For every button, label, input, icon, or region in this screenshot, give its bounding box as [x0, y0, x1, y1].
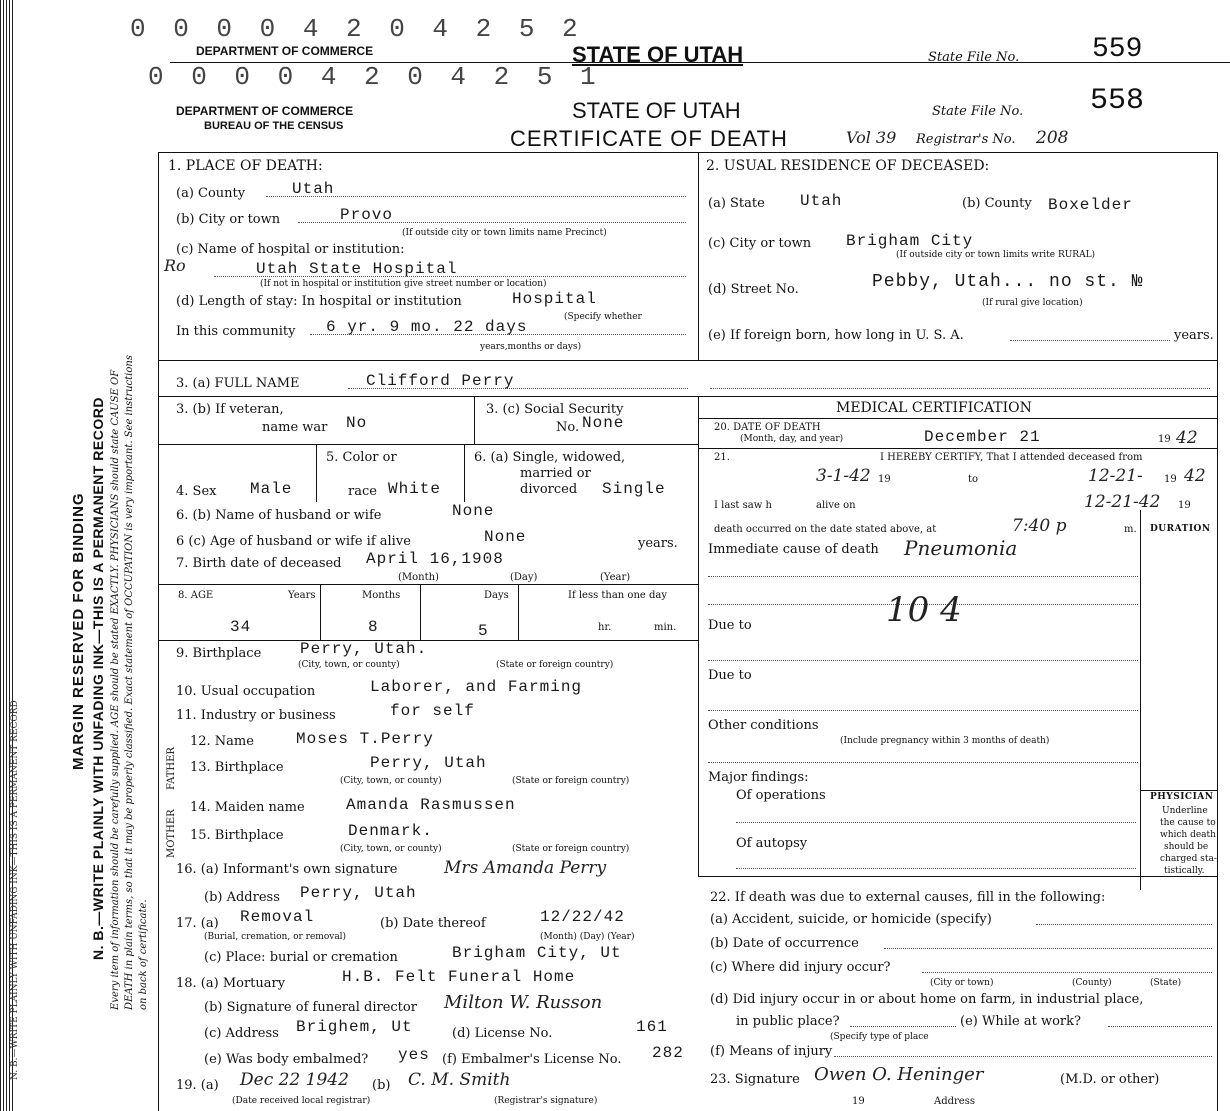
received-date[interactable]: Dec 22 1942: [240, 1070, 349, 1090]
months-label: Months: [362, 590, 401, 601]
res-county-value[interactable]: Boxelder: [1048, 196, 1133, 214]
city-value[interactable]: Provo: [340, 206, 394, 224]
res-street-label: (d) Street No.: [708, 282, 799, 297]
res-county-label: (b) County: [962, 196, 1032, 211]
res-city-value[interactable]: Brigham City: [846, 232, 974, 250]
age-months-value[interactable]: 8: [368, 618, 379, 636]
ext-top-line: [698, 876, 1218, 877]
last-saw-label: I last saw h: [714, 500, 772, 511]
vet-value[interactable]: No: [346, 414, 368, 432]
res-street-note: (If rural give location): [982, 298, 1083, 308]
mother-bp-value[interactable]: Denmark.: [348, 822, 433, 840]
stay-note: (Specify whether: [564, 312, 642, 322]
date-thereof-label: (b) Date thereof: [380, 916, 486, 931]
informant-label: 16. (a) Informant's own signature: [176, 862, 398, 877]
community-note: years,months or days): [480, 342, 582, 352]
registrar-sig-label: (b): [372, 1078, 391, 1093]
row-line-2: [158, 396, 698, 397]
binding-margin-label: MARGIN RESERVED FOR BINDING: [70, 492, 87, 770]
industry-value[interactable]: for self: [390, 702, 475, 720]
res-foreign-suffix: years.: [1174, 328, 1214, 343]
registrar-sig-note: (Registrar's signature): [494, 1096, 598, 1106]
mortuary-label: 18. (a) Mortuary: [176, 976, 286, 991]
birthplace-label: 9. Birthplace: [176, 646, 262, 661]
duration-column-line: [1140, 510, 1141, 890]
res-state-label: (a) State: [708, 196, 765, 211]
external-f-label: (f) Means of injury: [710, 1044, 833, 1059]
attended-to[interactable]: 12-21-: [1088, 466, 1143, 486]
mort-address-value[interactable]: Brighem, Ut: [296, 1018, 413, 1036]
years-label: Years: [288, 590, 316, 601]
external-f-line: [834, 1056, 1212, 1057]
name-line-right: [710, 388, 1210, 389]
community-label: In this community: [176, 324, 296, 339]
father-side-label: FATHER: [166, 747, 177, 790]
spouse-label: 6. (b) Name of husband or wife: [176, 508, 382, 523]
age-divider-2: [420, 584, 421, 640]
birth-year-note: (Year): [600, 572, 631, 583]
dod-label-2: (Month, day, and year): [740, 434, 844, 444]
dod-label-1: 20. DATE OF DEATH: [714, 422, 821, 433]
vol-number: Vol 39: [846, 128, 897, 147]
external-c-note-1: (City or town): [930, 978, 994, 988]
date-thereof-value[interactable]: 12/22/42: [540, 908, 625, 926]
embalmed-value[interactable]: yes: [398, 1046, 430, 1064]
edge-nb-text: N. B.—WRITE PLAINLY WITH UNFADING INK—THIS IS A PERMANENT RECORD: [10, 700, 20, 1080]
name-value[interactable]: Clifford Perry: [366, 372, 515, 390]
row-line-3: [158, 444, 698, 445]
single-label-2: married or: [520, 466, 591, 481]
external-d-line: [850, 1026, 956, 1027]
mort-address-label: (c) Address: [204, 1026, 279, 1041]
certify-label: 21.: [714, 452, 730, 463]
burial-note: (Burial, cremation, or removal): [204, 932, 347, 942]
ss-label-2: No.: [556, 420, 580, 435]
cause-line-3: [708, 660, 1138, 661]
operations-label: Of operations: [736, 788, 826, 803]
res-state-value[interactable]: Utah: [800, 192, 843, 210]
embalmer-license-label: (f) Embalmer's License No.: [442, 1052, 622, 1067]
dept: DEPARTMENT OF COMMERCE: [176, 104, 354, 118]
nb-instruction: N. B.—WRITE PLAINLY WITH UNFADING INK—THIS IS A PERMANENT RECORD: [90, 397, 106, 960]
funeral-director-signature[interactable]: Milton W. Russon: [444, 992, 603, 1013]
signature-address-label: Address: [934, 1096, 975, 1107]
last-saw-value[interactable]: 12-21-42: [1084, 492, 1161, 512]
county-label: (a) County: [176, 186, 246, 201]
occupation-value[interactable]: Laborer, and Farming: [370, 678, 583, 696]
birth-label: 7. Birth date of deceased: [176, 556, 342, 571]
phys-note-6: tistically.: [1164, 866, 1205, 876]
cause-line-7: [736, 868, 1136, 869]
city-label: (b) City or town: [176, 212, 281, 227]
age-years-value[interactable]: 34: [230, 618, 252, 636]
mid-divider: [698, 396, 699, 876]
birth-value[interactable]: April 16,1908: [366, 550, 504, 568]
res-city-note: (If outside city or town limits write RURAL): [896, 250, 1096, 260]
physician-label: PHYSICIAN: [1150, 792, 1214, 802]
residence-heading: 2. USUAL RESIDENCE OF DECEASED:: [706, 158, 990, 174]
birthplace-note-2: (State or foreign country): [496, 660, 614, 670]
single-value[interactable]: Single: [602, 480, 666, 498]
mother-name-value[interactable]: Amanda Rasmussen: [346, 796, 516, 814]
margin-mark: Ro: [164, 256, 186, 275]
phys-top-line: [1140, 790, 1218, 791]
from-19: 19: [878, 474, 891, 485]
address-label: (b) Address: [204, 890, 280, 905]
res-street-value[interactable]: Pebby, Utah... no st. №: [872, 272, 1144, 292]
lessday-label: If less than one day: [568, 590, 667, 601]
burial-label: 17. (a): [176, 916, 219, 931]
external-c-note-3: (State): [1150, 978, 1182, 988]
occurred-label: death occurred on the date stated above, at: [714, 524, 937, 535]
major-findings-label: Major findings:: [708, 770, 809, 785]
phys-note-2: the cause to: [1160, 818, 1216, 828]
due-to-1-label: Due to: [708, 618, 752, 633]
color-divider-2: [464, 444, 465, 502]
cause-line-6: [736, 822, 1136, 823]
hospital-note: (If not in hospital or institution give street number or location): [260, 279, 547, 289]
color-divider-1: [316, 444, 317, 502]
hospital-label: (c) Name of hospital or institution:: [176, 242, 405, 257]
color-label-1: 5. Color or: [326, 450, 397, 465]
registrar-label: Registrar's No.: [916, 132, 1016, 147]
place-heading: 1. PLACE OF DEATH:: [168, 158, 323, 174]
signature-label: 23. Signature: [710, 1072, 800, 1087]
mother-bp-note-2: (State or foreign country): [512, 844, 630, 854]
mother-bp-note-1: (City, town, or county): [340, 844, 442, 854]
top-divider: [698, 152, 699, 360]
cert-title: CERTIFICATE OF DEATH: [510, 126, 788, 151]
physician-signature[interactable]: Owen O. Heninger: [814, 1064, 984, 1085]
stay-label: (d) Length of stay: In hospital or institution: [176, 294, 462, 309]
bureau: BUREAU OF THE CENSUS: [204, 120, 344, 132]
external-d-note: (Specify type of place: [830, 1032, 929, 1042]
hospital-value[interactable]: Utah State Hospital: [256, 260, 458, 278]
spouse-age-label: 6 (c) Age of husband or wife if alive: [176, 534, 411, 549]
burial-place-label: (c) Place: burial or cremation: [204, 950, 398, 965]
phys-note-4: should be: [1164, 842, 1209, 852]
sex-value[interactable]: Male: [250, 480, 293, 498]
days-label: Days: [484, 590, 509, 601]
medical-heading: MEDICAL CERTIFICATION: [836, 400, 1032, 416]
mother-side-label: MOTHER: [166, 809, 177, 858]
cause-line-4: [708, 710, 1138, 711]
address-value[interactable]: Perry, Utah: [300, 884, 417, 902]
file-label: State File No.: [932, 104, 1024, 119]
back-file-label: State File No.: [928, 50, 1020, 65]
last-saw-mid: alive on: [816, 500, 856, 511]
external-heading: 22. If death was due to external causes, fill in the following:: [710, 890, 1106, 905]
duration-label: DURATION: [1150, 524, 1211, 534]
external-b-label: (b) Date of occurrence: [710, 936, 859, 951]
to-label: to: [968, 474, 979, 485]
informant-signature[interactable]: Mrs Amanda Perry: [444, 858, 607, 878]
phys-note-5: charged sta-: [1160, 854, 1217, 864]
due-to-1-value[interactable]: 10 4: [886, 590, 962, 630]
dod-value[interactable]: December 21: [924, 428, 1041, 446]
birth-month-note: (Month): [398, 572, 439, 583]
hr-label: hr.: [598, 622, 612, 633]
death-time-m: m.: [1124, 524, 1137, 535]
to-year[interactable]: 42: [1184, 466, 1206, 486]
county-value[interactable]: Utah: [292, 180, 335, 198]
mortuary-value[interactable]: H.B. Felt Funeral Home: [342, 968, 576, 986]
burial-value[interactable]: Removal: [240, 908, 315, 926]
single-label-3: divorced: [520, 482, 578, 497]
birthplace-note-1: (City, town, or county): [298, 660, 400, 670]
father-name-value[interactable]: Moses T.Perry: [296, 730, 434, 748]
embalmed-label: (e) Was body embalmed?: [204, 1052, 369, 1067]
external-b-line: [884, 948, 1212, 949]
registrar-no: 208: [1036, 128, 1069, 148]
license-label: (d) License No.: [452, 1026, 553, 1041]
mother-name-label: 14. Maiden name: [190, 800, 305, 815]
attended-from[interactable]: 3-1-42: [816, 466, 871, 486]
external-d-label-2: in public place?: [736, 1014, 840, 1029]
autopsy-label: Of autopsy: [736, 836, 808, 851]
city-note: (If outside city or town limits name Precinct): [402, 228, 607, 238]
external-d-label: (d) Did injury occur in or about home on farm, in industrial place,: [710, 992, 1144, 1007]
external-e-line: [1108, 1026, 1212, 1027]
ss-value[interactable]: None: [582, 414, 625, 432]
embalmer-license-value[interactable]: 282: [652, 1044, 684, 1062]
received-label: 19. (a): [176, 1078, 219, 1093]
front-serial: 0 0 0 0 4 2 0 4 2 5 1: [148, 62, 602, 92]
phys-note-3: which death: [1160, 830, 1216, 840]
signature-19: 19: [852, 1096, 865, 1107]
vet-label-2: name war: [262, 420, 328, 435]
certify-text: I HEREBY CERTIFY, That I attended deceased from: [880, 452, 1143, 463]
age-label: 8. AGE: [178, 590, 214, 601]
father-bp-label: 13. Birthplace: [190, 760, 284, 775]
external-a-label: (a) Accident, suicide, or homicide (specify): [710, 912, 992, 927]
single-label-1: 6. (a) Single, widowed,: [474, 450, 626, 465]
last-19: 19: [1178, 500, 1191, 511]
industry-label: 11. Industry or business: [176, 708, 336, 723]
external-c-label: (c) Where did injury occur?: [710, 960, 891, 975]
color-value[interactable]: White: [388, 480, 442, 498]
father-bp-value[interactable]: Perry, Utah: [370, 754, 487, 772]
mother-bp-label: 15. Birthplace: [190, 828, 284, 843]
other-conditions-label: Other conditions: [708, 718, 819, 733]
immediate-cause-label: Immediate cause of death: [708, 542, 879, 557]
dod-year-prefix: 19: [1158, 434, 1171, 445]
external-c-note-2: (County): [1072, 978, 1112, 988]
med-top-line: [698, 396, 1218, 397]
external-c-line: [922, 972, 1212, 973]
registrar-signature[interactable]: C. M. Smith: [408, 1070, 511, 1090]
ss-label-1: 3. (c) Social Security: [486, 402, 624, 417]
other-conditions-note: (Include pregnancy within 3 months of death): [840, 736, 1050, 746]
row-line-1: [158, 360, 1218, 361]
file-no: 558: [1090, 84, 1145, 118]
res-foreign-line: [1010, 340, 1170, 341]
funeral-director-label: (b) Signature of funeral director: [204, 1000, 417, 1015]
state-title: STATE OF UTAH: [572, 98, 741, 123]
age-days-value[interactable]: 5: [478, 622, 489, 640]
external-e-label: (e) While at work?: [960, 1014, 1081, 1029]
death-time[interactable]: 7:40 p: [1012, 516, 1067, 536]
stay-value[interactable]: Hospital: [512, 290, 597, 308]
cause-line-5: [708, 762, 1138, 763]
birth-day-note: (Day): [510, 572, 538, 583]
license-value[interactable]: 161: [636, 1018, 668, 1036]
father-name-label: 12. Name: [190, 734, 254, 749]
margin-instruction-3: on back of certificate.: [138, 899, 149, 1010]
signature-suffix: (M.D. or other): [1060, 1072, 1160, 1087]
name-label: 3. (a) FULL NAME: [176, 376, 300, 391]
received-note: (Date received local registrar): [232, 1096, 371, 1106]
vet-divider: [474, 396, 475, 444]
age-divider-1: [320, 584, 321, 640]
res-foreign-label: (e) If foreign born, how long in U. S. A.: [708, 328, 964, 343]
external-a-line: [1036, 924, 1212, 925]
cause-line-1: [708, 576, 1138, 577]
med-20-line: [698, 448, 1218, 449]
min-label: min.: [654, 622, 677, 633]
spouse-value[interactable]: None: [452, 502, 495, 520]
back-serial: 0 0 0 0 4 2 0 4 2 5 2: [130, 14, 584, 44]
row-line-5: [158, 640, 698, 641]
to-19: 19: [1164, 474, 1177, 485]
occupation-label: 10. Usual occupation: [176, 684, 316, 699]
immediate-cause-value[interactable]: Pneumonia: [904, 536, 1018, 560]
vet-label-1: 3. (b) If veteran,: [176, 402, 284, 417]
med-head-line: [698, 418, 1218, 419]
date-thereof-note: (Month) (Day) (Year): [540, 932, 635, 942]
burial-place-value[interactable]: Brigham City, Ut: [452, 944, 622, 962]
margin-instruction-2: DEATH in plain terms, so that it may be properly classified. Exact statement of OCCUPATION is very important. See instructions: [124, 355, 135, 1010]
birthplace-value[interactable]: Perry, Utah.: [300, 640, 428, 658]
spouse-age-suffix: years.: [638, 536, 678, 551]
res-city-label: (c) City or town: [708, 236, 812, 251]
sex-label: 4. Sex: [176, 484, 217, 499]
back-file-no: 559: [1092, 34, 1143, 65]
phys-note-1: Underline: [1162, 806, 1208, 816]
father-bp-note-1: (City, town, or county): [340, 776, 442, 786]
spouse-age-value[interactable]: None: [484, 528, 527, 546]
community-value[interactable]: 6 yr. 9 mo. 22 days: [326, 318, 528, 336]
dod-year[interactable]: 42: [1176, 428, 1198, 448]
father-bp-note-2: (State or foreign country): [512, 776, 630, 786]
margin-instruction-1: Every item of information should be carefully supplied. AGE should be stated EXACTLY. PHYSICIANS should state CAUSE OF: [110, 369, 121, 1010]
age-divider-3: [518, 584, 519, 640]
row-line-4: [158, 584, 698, 585]
due-to-2-label: Due to: [708, 668, 752, 683]
back-state: STATE OF UTAH: [572, 42, 744, 67]
color-label-2: race: [348, 484, 377, 499]
back-dept: DEPARTMENT OF COMMERCE: [196, 44, 374, 58]
